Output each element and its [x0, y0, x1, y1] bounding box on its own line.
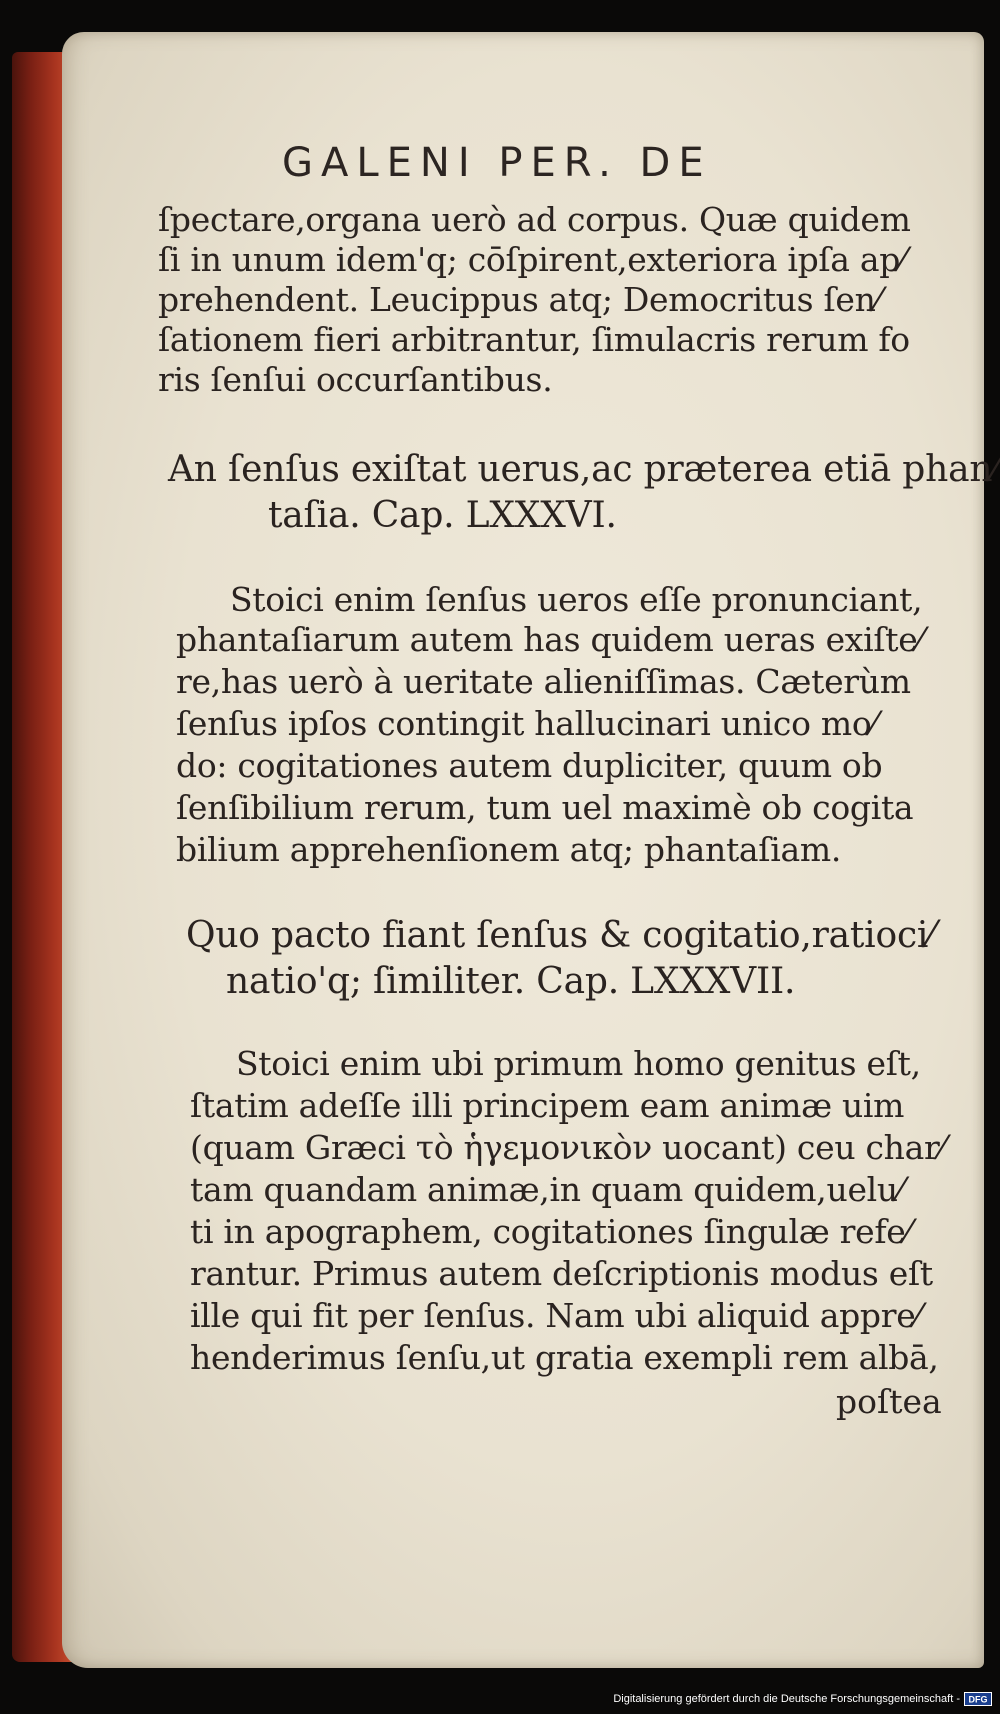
text-line: re,has uerò à ueritate alieniſſimas. Cæterùm	[176, 662, 911, 701]
text-line: ſenſibilium rerum, tum uel maximè ob cogita	[176, 788, 914, 827]
text-line: ſationem fieri arbitrantur, ſimulacris rerum fo	[158, 320, 910, 359]
catchword: poſtea	[836, 1382, 942, 1421]
chapter-heading-line: natio'q; ſimiliter. Cap. LXXXVII.	[226, 961, 796, 1002]
text-line: do: cogitationes autem dupliciter, quum ob	[176, 746, 883, 785]
text-line: prehendent. Leucippus atq; Democritus ſen⁄	[158, 280, 881, 319]
text-line: ſi in unum idem'q; cōſpirent,exteriora ipſa ap⁄	[158, 240, 906, 279]
text-line: (quam Græci τὸ ἡγεμονικὸν uocant) ceu char⁄	[190, 1128, 945, 1167]
text-line: ti in apographem, cogitationes ſingulæ refe⁄	[190, 1212, 911, 1251]
chapter-heading-line: Quo pacto fiant ſenſus & cogitatio,ratioci⁄	[186, 915, 935, 956]
text-line: phantaſiarum autem has quidem ueras exiſte⁄	[176, 620, 923, 659]
text-line: bilium apprehenſionem atq; phantaſiam.	[176, 830, 842, 869]
text-line: henderimus ſenſu,ut gratia exempli rem albā,	[190, 1338, 939, 1377]
digitization-credit	[613, 1690, 992, 1708]
text-line: tam quandam animæ,in quam quidem,uelu⁄	[190, 1170, 904, 1209]
text-line: ſpectare,organa uerò ad corpus. Quæ quidem	[158, 200, 911, 239]
dfg-logo-icon	[964, 1692, 992, 1706]
chapter-heading-line: taſia. Cap. LXXXVI.	[268, 495, 617, 536]
text-line: ſtatim adeſſe illi principem eam animæ uim	[190, 1086, 905, 1125]
text-line: ris ſenſui occurſantibus.	[158, 360, 553, 399]
text-line: ſenſus ipſos contingit hallucinari unico mo⁄	[176, 704, 877, 743]
chapter-heading-line: An ſenſus exiſtat uerus,ac præterea etiā phan⁄	[168, 449, 999, 490]
credit-text: Digitalisierung gefördert durch die Deutsche Forschungsgemeinschaft -	[613, 1693, 960, 1705]
svg-text:DFG: DFG	[968, 1694, 988, 1705]
text-line: ille qui fit per ſenſus. Nam ubi aliquid appre⁄	[190, 1296, 921, 1335]
text-line: rantur. Primus autem deſcriptionis modus eſt	[190, 1254, 933, 1293]
text-line: Stoici enim ſenſus ueros eſſe pronunciant,	[230, 580, 923, 619]
running-head: GALENI PER. DE	[282, 140, 712, 186]
text-line: Stoici enim ubi primum homo genitus eſt,	[236, 1044, 921, 1083]
